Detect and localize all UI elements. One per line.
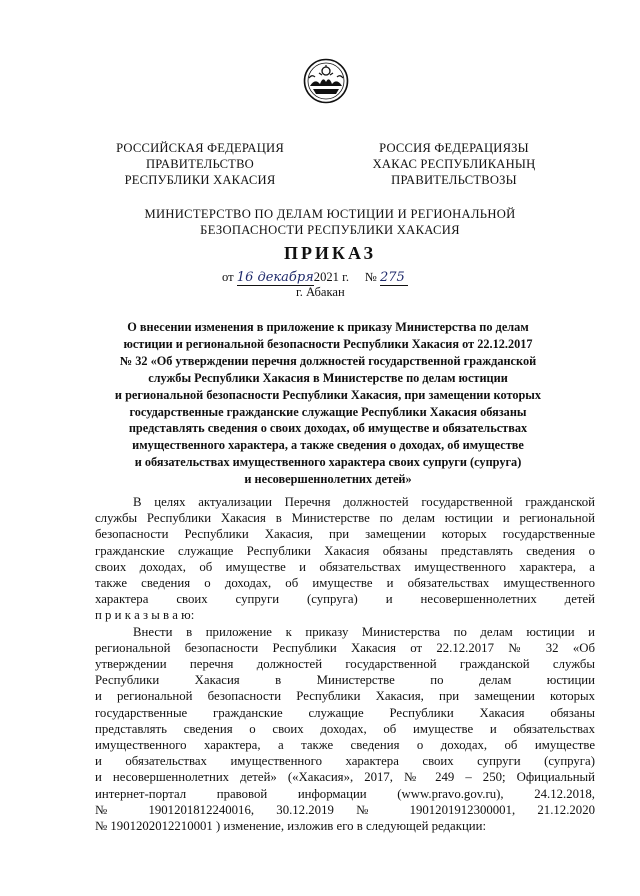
ministry-name [60,206,600,238]
header-left-line: РЕСПУБЛИКИ ХАКАСИЯ [124,173,276,187]
handwritten-number: 275 [380,270,408,286]
body-line: Внести в приложение к приказу Министерства по делам юстиции и [133,624,595,639]
order-body [95,494,595,834]
body-line: имущественного характера, а также сведения о доходах, об имуществе [95,738,595,753]
body-line: и региональной безопасности Республики Хакасия, при замещении которых [95,689,595,704]
coat-of-arms-icon [303,58,349,104]
subject-line: представлять сведения о своих доходах, об имуществе и обязательствах [128,421,528,436]
header-right-line: ХАКАС РЕСПУБЛИКАНЫҢ [372,157,536,171]
body-line: характера своих супруги (супруга) и несовершеннолетних детей [95,592,595,607]
subject-line: юстиции и региональной безопасности Республики Хакасия от 22.12.2017 [123,336,533,351]
body-line: и обязательствах имущественного характера своих супруги (супруга) [95,754,595,769]
subject-line: государственные гражданские служащие Республики Хакасия обязаны [129,404,527,419]
handwritten-date: 16 декабря [236,270,314,285]
order-year: 2021 г. [313,270,350,284]
body-line: службы Республики Хакасия в Министерстве по делам юстиции и региональной [95,511,595,526]
subject-line: имущественного характера, а также сведения о доходах, об имуществе [132,438,524,453]
body-line: своих доходах, об имуществе и обязательствах имущественного характера, а [95,559,595,574]
body-line: интернет-портал правовой информации (www.pravo.gov.ru), 24.12.2018, [95,786,595,801]
subject-line: О внесении изменения в приложение к приказу Министерства по делам [127,320,529,334]
ministry-line: БЕЗОПАСНОСТИ РЕСПУБЛИКИ ХАКАСИЯ [200,223,460,237]
header-right-line: РОССИЯ ФЕДЕРАЦИЯЗЫ [379,141,529,155]
header-right [354,140,554,188]
ministry-line: МИНИСТЕРСТВО ПО ДЕЛАМ ЮСТИЦИИ И РЕГИОНАЛЬНОЙ [144,207,516,221]
subject-line: № 32 «Об утверждении перечня должностей государственной гражданской [119,353,537,368]
body-line: безопасности Республики Хакасия, при замещении которых государственные [95,527,595,542]
header-left-line: ПРАВИТЕЛЬСТВО [146,157,254,171]
order-subject [62,319,594,488]
body-line: региональной безопасности Республики Хакасия от 22.12.2017 № 32 «Об [95,640,595,655]
body-line: представлять сведения о своих доходах, об имуществе и обязательствах [95,721,595,736]
body-line: утверждении перечня должностей государственной гражданской службы [95,657,595,672]
order-city: г. Абакан [296,285,345,299]
subject-line: службы Республики Хакасия в Министерстве по делам юстиции [148,370,508,385]
number-prefix: № [364,270,377,284]
order-title: ПРИКАЗ [283,243,377,263]
order-date-number [222,270,408,286]
subject-line: и региональной безопасности Республики Хакасия, при замещении которых [114,387,542,402]
body-line: и несовершеннолетних детей» («Хакасия», 2017, № 249 – 250; Официальный [95,770,595,785]
body-line: государственные гражданские служащие Республики Хакасия обязаны [95,705,595,720]
body-line: гражданские служащие Республики Хакасия обязаны представлять сведения о [95,543,595,558]
date-prefix: от [222,270,234,284]
body-line: также сведения о доходах, об имуществе и обязательствах имущественного [95,576,595,591]
body-line: Республики Хакасия в Министерстве по делам юстиции [95,673,595,688]
subject-line: и несовершеннолетних детей» [244,472,412,487]
subject-line: и обязательствах имущественного характера своих супруги (супруга) [134,455,522,470]
header-left-line: РОССИЙСКАЯ ФЕДЕРАЦИЯ [116,141,284,155]
header-left [100,140,300,188]
body-line: п р и к а з ы в а ю: [95,608,195,623]
header-right-line: ПРАВИТЕЛЬСТВОЗЫ [391,173,517,187]
body-line: № 1901201812240016, 30.12.2019 № 1901201912300001, 21.12.2020 [95,802,595,817]
body-line: № 1901202012210001 ) изменение, изложив его в следующей редакции: [95,819,487,834]
body-line: В целях актуализации Перечня должностей государственной гражданской [133,495,595,509]
